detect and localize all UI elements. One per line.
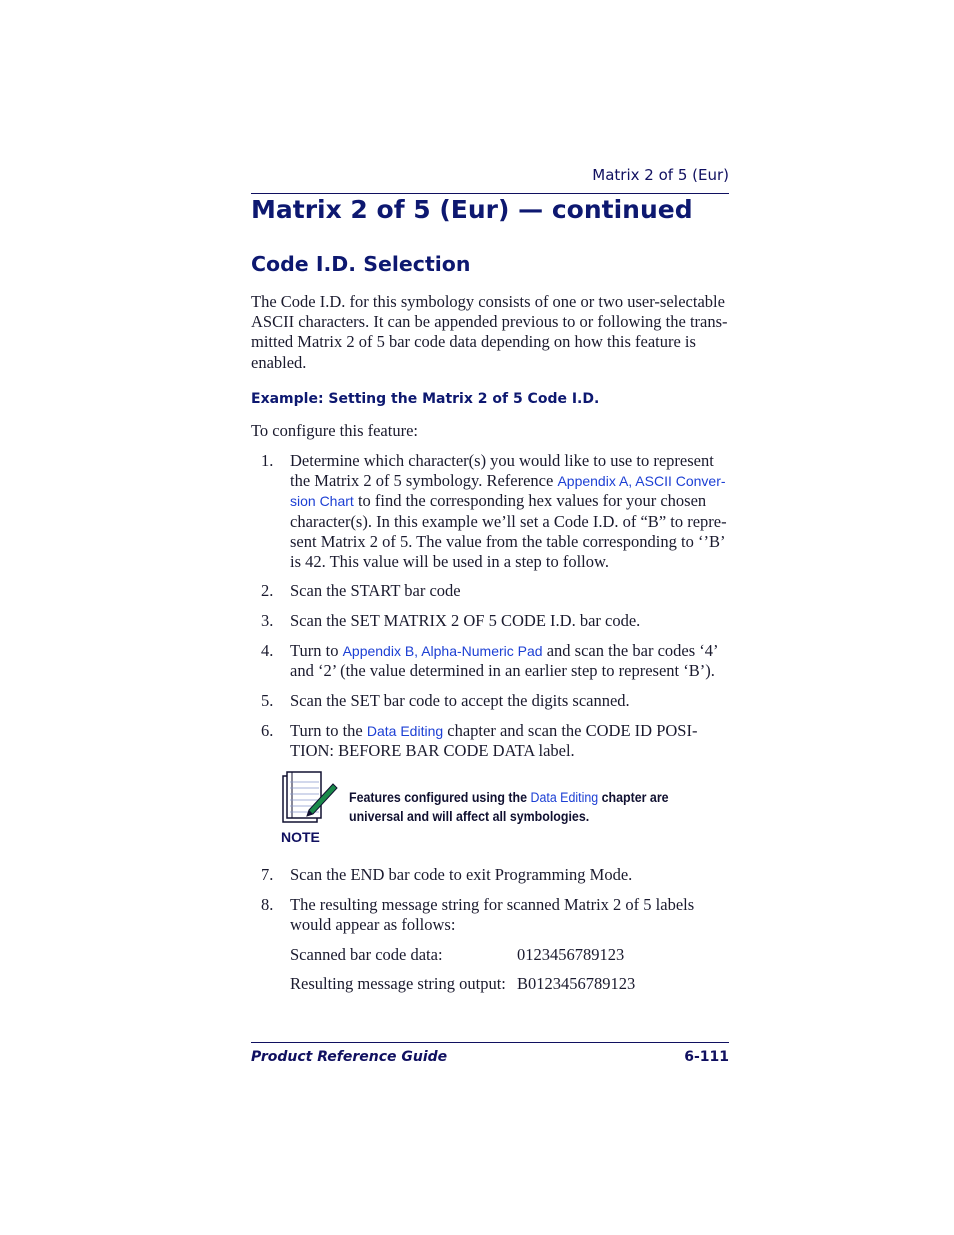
- step-number: 8.: [261, 895, 274, 914]
- footer-rule: [251, 1042, 729, 1043]
- footer-guide-title: Product Reference Guide: [251, 1049, 448, 1065]
- step-text: Scan the START bar code: [290, 581, 461, 600]
- step-text: Turn to Appendix B, Alpha-Numeric Pad and scan the bar codes ‘4’ and ‘2’ (the value determined in an earlier step to represent ‘B’).: [290, 641, 718, 681]
- step-number: 4.: [261, 641, 274, 660]
- step-3: [251, 611, 729, 631]
- footer-page-number: 6-111: [684, 1049, 729, 1065]
- result-value: B0123456789123: [517, 974, 636, 993]
- step-text: Scan the END bar code to exit Programming Mode.: [290, 865, 633, 884]
- step-5: [251, 691, 729, 711]
- appendix-a-link[interactable]: Appendix A, ASCII Conver-sion Chart: [290, 473, 726, 510]
- result-value: 0123456789123: [517, 945, 625, 964]
- step-text: Scan the SET MATRIX 2 OF 5 CODE I.D. bar code.: [290, 611, 641, 630]
- step-number: 6.: [261, 721, 274, 740]
- configure-text: To configure this feature:: [251, 421, 418, 440]
- step-text: Determine which character(s) you would like to use to represent the Matrix 2 of 5 symbology. Reference Appendix A, ASCII Conver-sion Chart to find the corresponding hex values for your chosen character(s). In this example we’ll set a Code I.D. of “B” to repre-sent Matrix 2 of 5. The value from the table corresponding to ‘’B’ is 42. This value will be used in a step to follow.: [290, 451, 727, 572]
- example-heading: Example: Setting the Matrix 2 of 5 Code I.D.: [251, 391, 600, 407]
- note-text: Features configured using the Data Editing chapter are universal and will affect all symbologies.: [349, 790, 669, 824]
- step-text: Turn to the Data Editing chapter and scan the CODE ID POSI-TION: BEFORE BAR CODE DATA label.: [290, 721, 698, 761]
- section-heading: Code I.D. Selection: [251, 252, 471, 276]
- note-data-editing-link[interactable]: Data Editing: [530, 790, 599, 805]
- header-rule: [251, 193, 729, 194]
- step-number: 5.: [261, 691, 274, 710]
- data-editing-link[interactable]: Data Editing: [366, 723, 444, 739]
- appendix-b-link[interactable]: Appendix B, Alpha-Numeric Pad: [342, 643, 543, 659]
- note-pad-pen-icon: [279, 770, 339, 826]
- intro-paragraph: The Code I.D. for this symbology consists of one or two user-selectable ASCII characters. It can be appended previous to or following the trans-mitted Matrix 2 of 5 bar code data depending on how this feature is enabled.: [251, 292, 728, 372]
- step-number: 3.: [261, 611, 274, 630]
- step-8: [251, 895, 729, 935]
- step-7: [251, 865, 729, 885]
- step-number: 7.: [261, 865, 274, 884]
- step-6: [251, 721, 729, 761]
- note-label: NOTE: [281, 829, 320, 845]
- page-title: Matrix 2 of 5 (Eur) — continued: [251, 195, 693, 224]
- result-label: Resulting message string output:: [290, 974, 506, 993]
- step-1: [251, 451, 729, 572]
- step-text: Scan the SET bar code to accept the digits scanned.: [290, 691, 630, 710]
- step-number: 2.: [261, 581, 274, 600]
- step-4: [251, 641, 729, 681]
- step-2: [251, 581, 729, 601]
- step-number: 1.: [261, 451, 274, 470]
- step-text: The resulting message string for scanned Matrix 2 of 5 labels would appear as follows:: [290, 895, 695, 935]
- result-label: Scanned bar code data:: [290, 945, 443, 964]
- running-header: Matrix 2 of 5 (Eur): [592, 166, 729, 184]
- note-box: [271, 770, 729, 850]
